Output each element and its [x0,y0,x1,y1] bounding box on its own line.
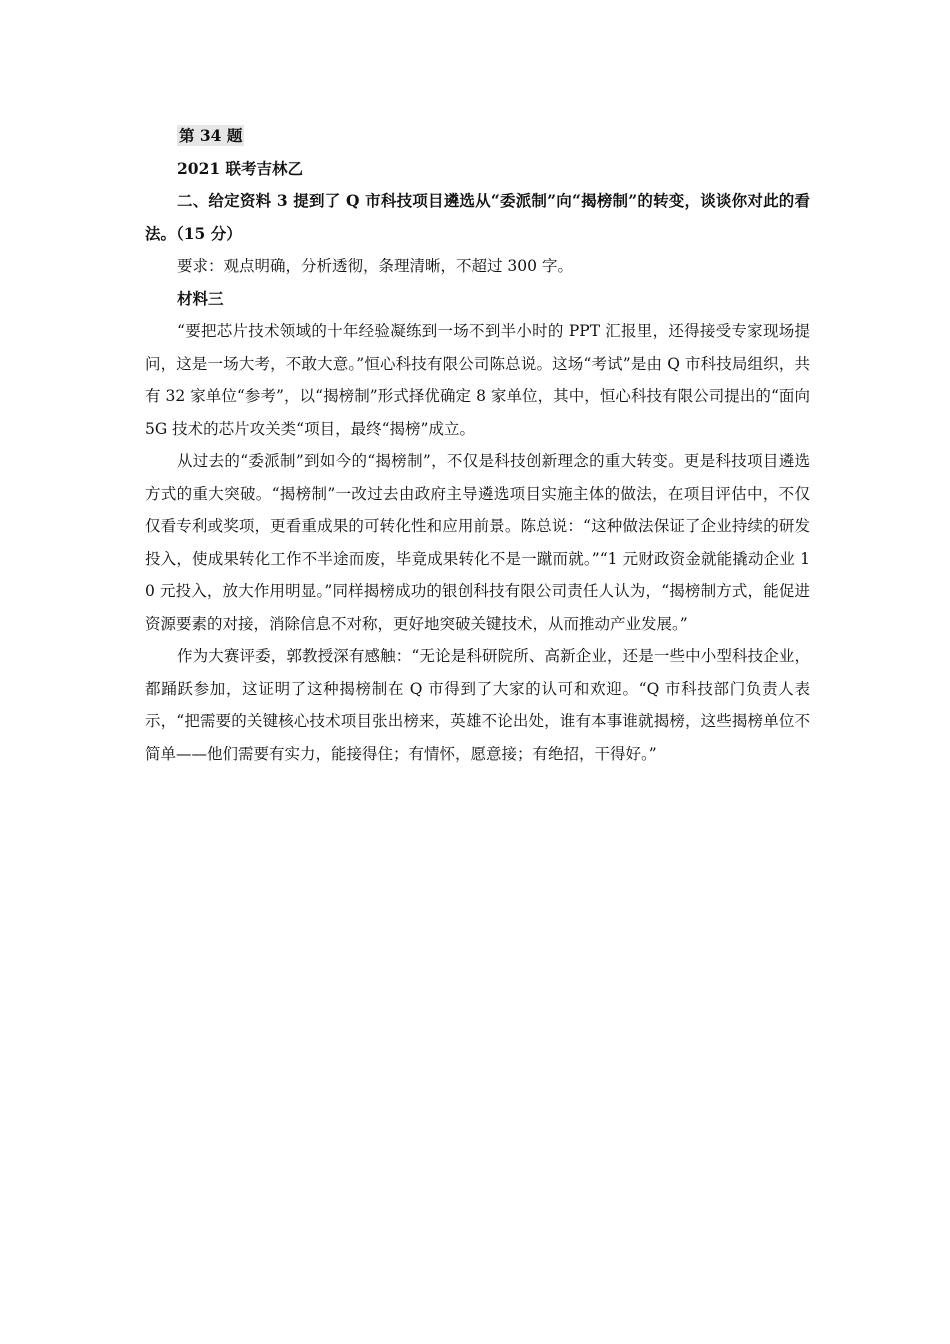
question-prompt: 二、给定资料 3 提到了 Q 市科技项目遴选从“委派制”向“揭榜制”的转变，谈谈你对此的看法。（15 分） [145,191,810,243]
question-source: 2021 联考吉林乙 [177,158,304,178]
question-number-line [145,120,810,153]
material-paragraph: 作为大赛评委，郭教授深有感触：“无论是科研院所、高新企业，还是一些中小型科技企业，都踊跃参加，这证明了这种揭榜制在 Q 市得到了大家的认可和欢迎。“Q 市科技部门负责人表示，“把需要的关键核心技术项目张出榜来，英雄不论出处，谁有本事谁就揭榜，这些揭榜单位不简单——他们需要有实力，能接得住；有情怀，愿意接；有绝招，干得好。” [145,647,810,763]
material-paragraph: 从过去的“委派制”到如今的“揭榜制”，不仅是科技创新理念的重大转变。更是科技项目遴选方式的重大突破。“揭榜制”一改过去由政府主导遴选项目实施主体的做法，在项目评估中，不仅仅看专利或奖项，更看重成果的可转化性和应用前景。陈总说：“这种做法保证了企业持续的研发投入，使成果转化工作不半途而废，毕竟成果转化不是一蹴而就。”“1 元财政资金就能撬动企业 10 元投入，放大作用明显。”同样揭榜成功的银创科技有限公司责任人认为，“揭榜制方式，能促进资源要素的对接，消除信息不对称，更好地突破关键技术，从而推动产业发展。” [145,452,810,633]
document-content [145,120,810,770]
material-paragraph: “要把芯片技术领域的十年经验凝练到一场不到半小时的 PPT 汇报里，还得接受专家现场提问，这是一场大考，不敢大意。”恒心科技有限公司陈总说。这场“考试”是由 Q 市科技局组织，共有 32 家单位“参考”，以“揭榜制”形式择优确定 8 家单位，其中，恒心科技有限公司提出的“面向 5G 技术的芯片攻关类“项目，最终“揭榜”成立。 [145,322,810,438]
question-number: 第 34 题 [179,126,243,145]
material-title: 材料三 [177,288,224,308]
question-requirements: 要求：观点明确，分析透彻，条理清晰，不超过 300 字。 [177,257,573,275]
